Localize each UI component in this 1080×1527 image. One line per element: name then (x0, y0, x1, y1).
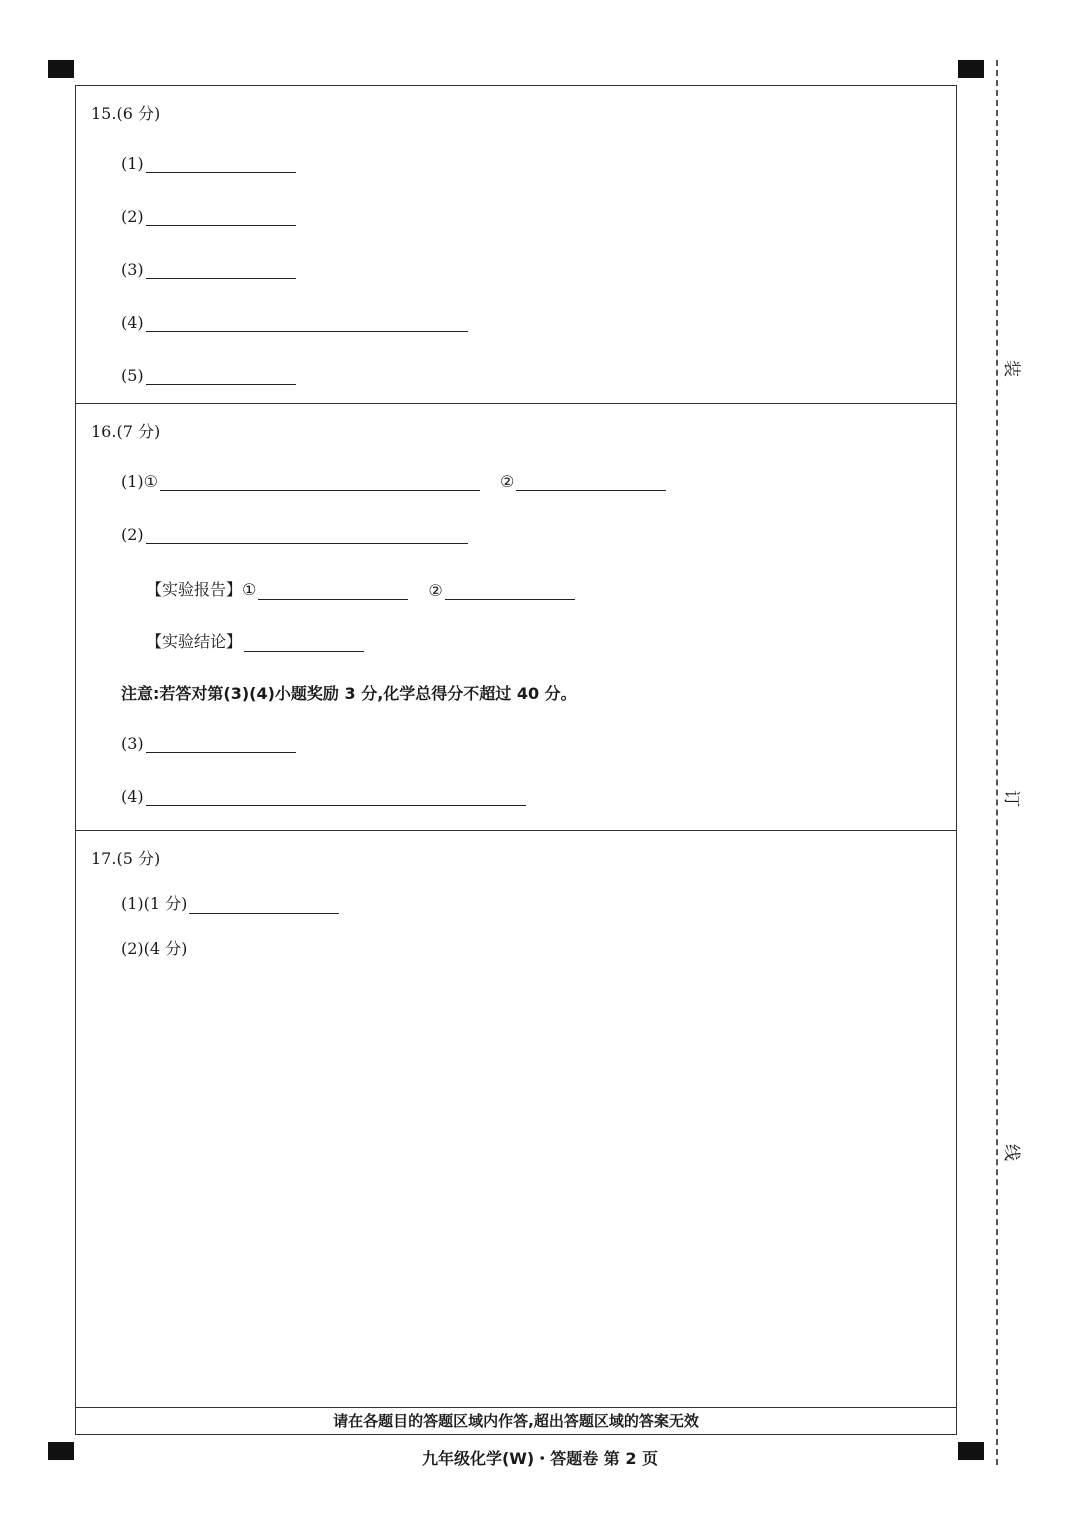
q16-blank-4[interactable] (146, 789, 526, 806)
q16-label-4: (4) (121, 787, 144, 806)
answer-frame (75, 85, 957, 1435)
q16-blank-2[interactable] (146, 527, 468, 544)
q16-answer-3 (121, 734, 296, 753)
q16-answer-2 (121, 525, 468, 544)
question-17-title: 17.(5 分) (91, 849, 161, 868)
question-16-section (76, 404, 956, 831)
question-15-title: 15.(6 分) (91, 104, 161, 123)
q15-answer-1 (121, 154, 296, 173)
q15-label-5: (5) (121, 366, 144, 385)
q17-answer-area[interactable] (116, 966, 916, 1386)
question-15-section (76, 86, 956, 404)
q15-label-2: (2) (121, 207, 144, 226)
page-footer: 九年级化学(W)・答题卷 第 2 页 (421, 1449, 659, 1468)
q16-experiment-report (146, 577, 575, 600)
binding-char-zhuang: 装 (1001, 360, 1021, 377)
q15-answer-4 (121, 313, 468, 332)
q15-label-3: (3) (121, 260, 144, 279)
q16-label-1a: (1)① (121, 472, 159, 491)
q17-answer-1 (121, 891, 339, 914)
q16-blank-1a[interactable] (160, 474, 480, 491)
q16-experiment-conclusion (146, 629, 364, 652)
answer-area-notice: 请在各题目的答题区域内作答,超出答题区域的答案无效 (333, 1412, 699, 1430)
q15-answer-3 (121, 260, 296, 279)
q15-label-1: (1) (121, 154, 144, 173)
q15-blank-4[interactable] (146, 315, 468, 332)
question-17-section (76, 831, 956, 1408)
registration-mark-top-left (48, 60, 74, 78)
q16-report-label: 【实验报告】① (146, 580, 257, 599)
q16-blank-1b[interactable] (516, 474, 666, 491)
q16-bonus-note: 注意:若答对第(3)(4)小题奖励 3 分,化学总得分不超过 40 分。 (121, 684, 577, 703)
q16-label-2: (2) (121, 525, 144, 544)
registration-mark-top-right (958, 60, 984, 78)
q16-conclusion-label: 【实验结论】 (146, 632, 243, 651)
q15-label-4: (4) (121, 313, 144, 332)
q16-blank-3[interactable] (146, 736, 296, 753)
q16-report-label-2: ② (428, 581, 443, 600)
q16-conclusion-blank[interactable] (244, 635, 364, 652)
q16-label-1b: ② (500, 472, 515, 491)
q16-answer-4 (121, 787, 526, 806)
q15-blank-3[interactable] (146, 262, 296, 279)
q15-blank-2[interactable] (146, 209, 296, 226)
binding-char-ding: 订 (1001, 790, 1021, 807)
q15-blank-1[interactable] (146, 156, 296, 173)
q16-report-blank-1[interactable] (258, 583, 408, 600)
question-16-title: 16.(7 分) (91, 422, 161, 441)
q17-blank-1[interactable] (189, 897, 339, 914)
q15-answer-2 (121, 207, 296, 226)
q15-blank-5[interactable] (146, 368, 296, 385)
binding-char-xian: 线 (1001, 1144, 1021, 1161)
q17-label-1: (1)(1 分) (121, 894, 188, 913)
q17-label-2: (2)(4 分) (121, 939, 188, 958)
q16-answer-1 (121, 472, 666, 491)
q16-label-3: (3) (121, 734, 144, 753)
binding-dashed-line (996, 60, 998, 1465)
q15-answer-5 (121, 366, 296, 385)
q17-answer-2 (121, 936, 187, 959)
q16-report-blank-2[interactable] (445, 583, 575, 600)
